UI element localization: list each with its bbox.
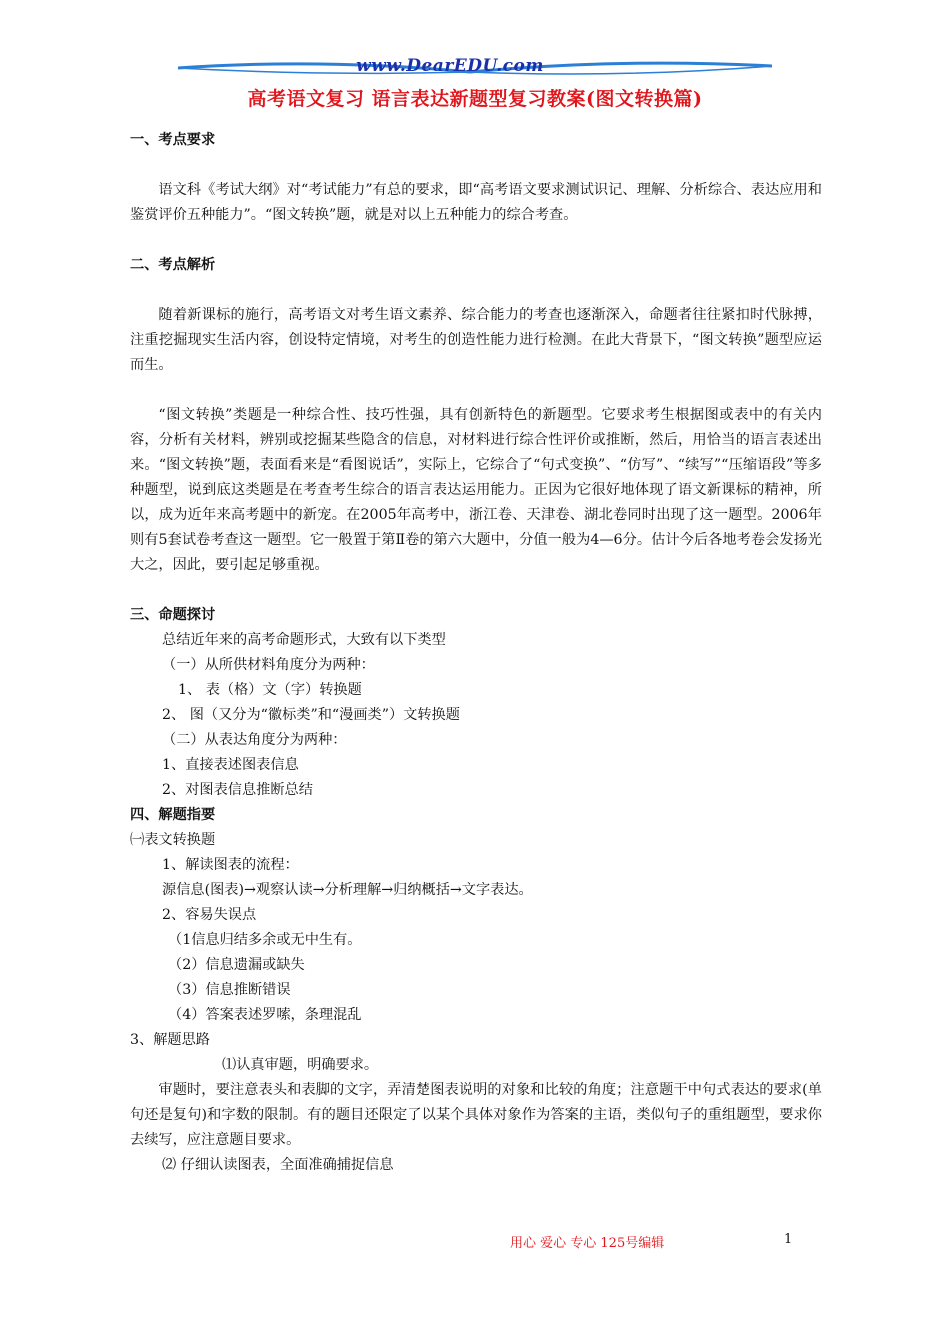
list-item: 1、直接表述图表信息 xyxy=(162,757,299,773)
list-item: 源信息(图表)→观察认读→分析理解→归纳概括→文字表达。 xyxy=(162,882,533,898)
document-body xyxy=(130,128,822,1178)
document-title: 高考语文复习 语言表达新题型复习教案(图文转换篇) xyxy=(247,88,703,110)
list-item: 3、解题思路 xyxy=(130,1032,210,1048)
paragraph: 随着新课标的施行，高考语文对考生语文素养、综合能力的考查也逐渐深入，命题者往往紧扣时代脉搏，注重挖掘现实生活内容，创设特定情境，对考生的创造性能力进行检测。在此大背景下，“图文转换”题型应运而生。 xyxy=(130,307,822,373)
site-url[interactable]: www.DearEDU.com xyxy=(356,56,544,76)
list-item: 总结近年来的高考命题形式，大致有以下类型 xyxy=(162,632,446,648)
list-item: 2、容易失误点 xyxy=(162,907,257,923)
list-item: 2、 图（又分为“徽标类”和“漫画类”）文转换题 xyxy=(162,707,460,723)
list-item: （二）从表达角度分为两种： xyxy=(162,732,347,748)
list-item: ⑴认真审题，明确要求。 xyxy=(222,1057,379,1073)
list-item: （2）信息遗漏或缺失 xyxy=(168,957,305,973)
list-item: 1、 表（格）文（字）转换题 xyxy=(178,682,362,698)
footer-note: 用心 爱心 专心 125号编辑 xyxy=(510,1236,665,1251)
section-heading: 一、考点要求 xyxy=(130,132,216,148)
section-heading: 二、考点解析 xyxy=(130,257,216,273)
list-item: ⑵ 仔细认读图表，全面准确捕捉信息 xyxy=(162,1157,394,1173)
subheading: ㈠表文转换题 xyxy=(130,832,216,848)
list-item: 1、解读图表的流程： xyxy=(162,857,299,873)
paragraph: “图文转换”类题是一种综合性、技巧性强，具有创新特色的新题型。它要求考生根据图或表中的有关内容，分析有关材料，辨别或挖掘某些隐含的信息，对材料进行综合性评价或推断，然后，用恰当的语言表述出来。“图文转换”题，表面看来是“看图说话”，实际上，它综合了“句式变换”、“仿写”、“续写”“压缩语段”等多种题型，说到底这类题是在考查考生综合的语言表达运用能力。正因为它很好地体现了语文新课标的精神，所以，成为近年来高考题中的新宠。在2005年高考中，浙江卷、天津卷、湖北卷同时出现了这一题型。2006年则有5套试卷考查这一题型。它一般置于第Ⅱ卷的第六大题中，分值一般为4—6分。估计今后各地考卷会发扬光大之，因此，要引起足够重视。 xyxy=(130,407,822,573)
list-item: （一）从所供材料角度分为两种： xyxy=(162,657,375,673)
section-heading: 四、解题指要 xyxy=(130,807,216,823)
list-item: （1信息归结多余或无中生有。 xyxy=(168,932,362,948)
list-item: 2、对图表信息推断总结 xyxy=(162,782,313,798)
list-item: （3）信息推断错误 xyxy=(168,982,291,998)
paragraph: 审题时，要注意表头和表脚的文字，弄清楚图表说明的对象和比较的角度；注意题干中句式表达的要求(单句还是复句)和字数的限制。有的题目还限定了以某个具体对象作为答案的主语，类似句子的重组题型，要求你去续写，应注意题目要求。 xyxy=(130,1082,822,1148)
page-number: 1 xyxy=(784,1232,793,1247)
section-heading: 三、命题探讨 xyxy=(130,607,216,623)
paragraph: 语文科《考试大纲》对“考试能力”有总的要求，即“高考语文要求测试识记、理解、分析综合、表达应用和鉴赏评价五种能力”。“图文转换”题，就是对以上五种能力的综合考查。 xyxy=(130,182,822,223)
list-item: （4）答案表述罗嗦，条理混乱 xyxy=(168,1007,362,1023)
